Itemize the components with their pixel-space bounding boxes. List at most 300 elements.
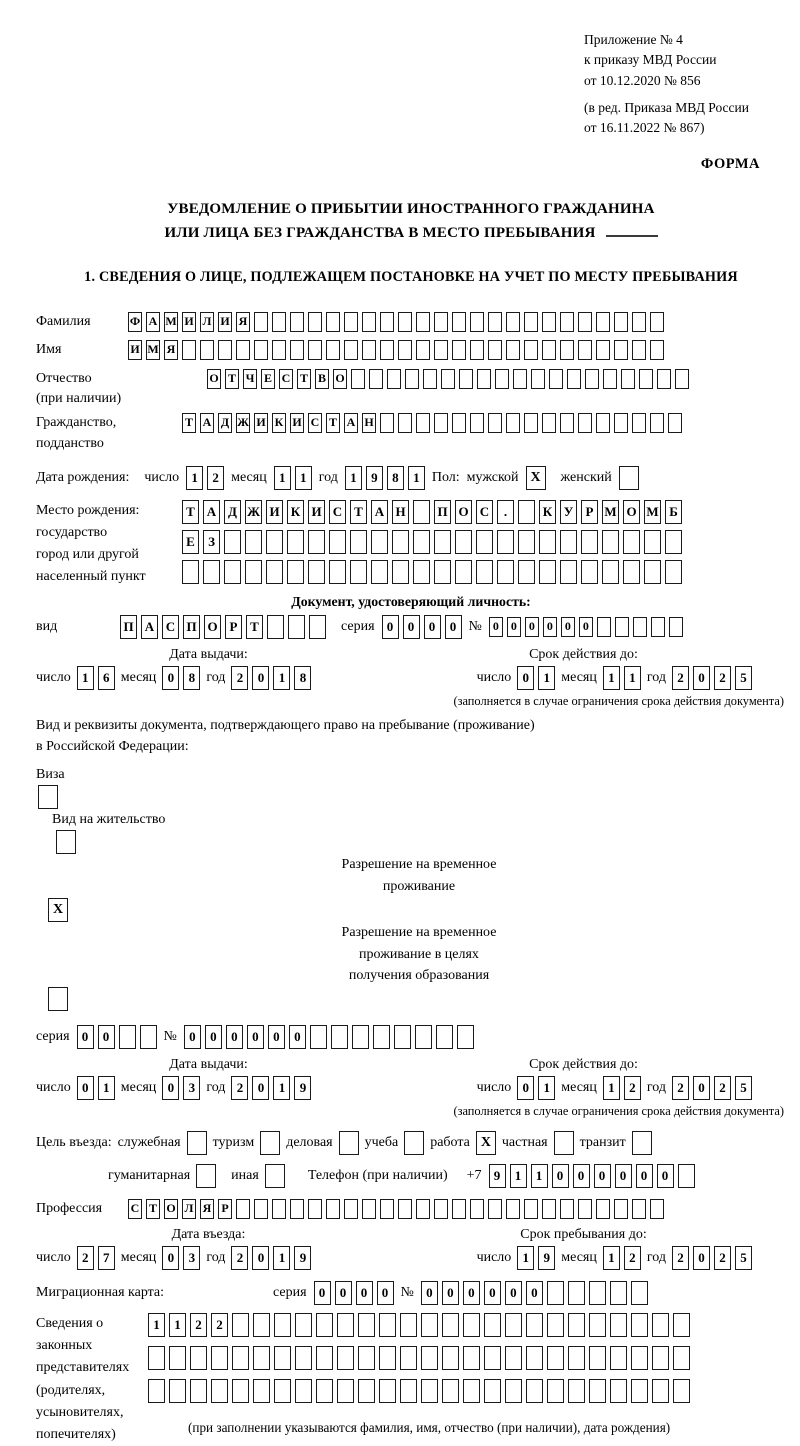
char-cell[interactable] (542, 1199, 556, 1219)
char-cell[interactable]: 2 (714, 1246, 731, 1270)
char-cell[interactable] (358, 1379, 375, 1403)
char-cell[interactable] (316, 1379, 333, 1403)
char-cell[interactable]: И (218, 312, 232, 332)
char-cell[interactable] (675, 369, 689, 389)
char-cell[interactable]: Т (326, 413, 340, 433)
char-cell[interactable]: О (204, 615, 221, 639)
char-cell[interactable]: К (287, 500, 304, 524)
char-cell[interactable] (253, 1346, 270, 1370)
char-cell[interactable] (665, 560, 682, 584)
char-cell[interactable]: 2 (672, 1246, 689, 1270)
char-cell[interactable] (526, 1346, 543, 1370)
char-cell[interactable]: 0 (525, 617, 539, 637)
char-cell[interactable] (203, 560, 220, 584)
char-cell[interactable]: Т (350, 500, 367, 524)
char-cell[interactable]: Д (218, 413, 232, 433)
char-cell[interactable]: 2 (211, 1313, 228, 1337)
char-cell[interactable] (506, 340, 520, 360)
char-cell[interactable]: А (203, 500, 220, 524)
char-cell[interactable]: X (48, 898, 68, 922)
char-cell[interactable] (560, 560, 577, 584)
char-cell[interactable] (506, 312, 520, 332)
char-cell[interactable] (211, 1346, 228, 1370)
char-cell[interactable] (416, 312, 430, 332)
char-cell[interactable] (470, 413, 484, 433)
char-cell[interactable] (614, 413, 628, 433)
char-cell[interactable] (463, 1346, 480, 1370)
char-cell[interactable] (488, 1199, 502, 1219)
char-cell[interactable] (610, 1346, 627, 1370)
char-cell[interactable]: 1 (169, 1313, 186, 1337)
char-cell[interactable]: 0 (424, 615, 441, 639)
char-cell[interactable] (567, 369, 581, 389)
char-cell[interactable]: П (183, 615, 200, 639)
char-cell[interactable] (539, 560, 556, 584)
char-cell[interactable] (398, 1199, 412, 1219)
char-cell[interactable] (362, 312, 376, 332)
char-cell[interactable] (337, 1313, 354, 1337)
char-cell[interactable] (524, 312, 538, 332)
char-cell[interactable] (497, 560, 514, 584)
char-cell[interactable] (652, 1379, 669, 1403)
char-cell[interactable]: 1 (603, 1076, 620, 1100)
char-cell[interactable] (603, 369, 617, 389)
char-cell[interactable]: 0 (693, 1246, 710, 1270)
char-cell[interactable]: 8 (294, 666, 311, 690)
char-cell[interactable]: 1 (345, 466, 362, 490)
char-cell[interactable]: А (344, 413, 358, 433)
char-cell[interactable]: Т (246, 615, 263, 639)
char-cell[interactable]: О (164, 1199, 178, 1219)
char-cell[interactable] (560, 312, 574, 332)
char-cell[interactable]: Л (182, 1199, 196, 1219)
char-cell[interactable]: С (329, 500, 346, 524)
char-cell[interactable] (631, 1281, 648, 1305)
char-cell[interactable] (260, 1131, 280, 1155)
char-cell[interactable]: С (128, 1199, 142, 1219)
char-cell[interactable] (400, 1313, 417, 1337)
char-cell[interactable] (632, 1199, 646, 1219)
char-cell[interactable]: 0 (517, 1076, 534, 1100)
char-cell[interactable] (531, 369, 545, 389)
char-cell[interactable]: 1 (538, 666, 555, 690)
char-cell[interactable]: Я (236, 312, 250, 332)
char-cell[interactable]: 2 (672, 666, 689, 690)
char-cell[interactable] (513, 369, 527, 389)
char-cell[interactable] (578, 340, 592, 360)
char-cell[interactable]: 0 (226, 1025, 243, 1049)
char-cell[interactable] (308, 340, 322, 360)
char-cell[interactable] (274, 1346, 291, 1370)
char-cell[interactable]: 0 (526, 1281, 543, 1305)
char-cell[interactable] (211, 1379, 228, 1403)
char-cell[interactable] (331, 1025, 348, 1049)
char-cell[interactable] (287, 560, 304, 584)
char-cell[interactable] (415, 1025, 432, 1049)
char-cell[interactable] (610, 1281, 627, 1305)
char-cell[interactable] (245, 560, 262, 584)
char-cell[interactable] (380, 1199, 394, 1219)
char-cell[interactable] (463, 1379, 480, 1403)
char-cell[interactable] (329, 530, 346, 554)
char-cell[interactable]: Т (182, 500, 199, 524)
char-cell[interactable] (436, 1025, 453, 1049)
char-cell[interactable] (476, 560, 493, 584)
char-cell[interactable] (380, 413, 394, 433)
char-cell[interactable] (148, 1379, 165, 1403)
char-cell[interactable] (421, 1313, 438, 1337)
char-cell[interactable] (295, 1313, 312, 1337)
char-cell[interactable] (344, 312, 358, 332)
char-cell[interactable] (267, 615, 284, 639)
char-cell[interactable] (452, 413, 466, 433)
char-cell[interactable] (434, 530, 451, 554)
char-cell[interactable]: К (272, 413, 286, 433)
char-cell[interactable] (596, 413, 610, 433)
char-cell[interactable]: 0 (543, 617, 557, 637)
char-cell[interactable] (581, 530, 598, 554)
char-cell[interactable] (236, 1199, 250, 1219)
char-cell[interactable] (190, 1379, 207, 1403)
char-cell[interactable] (339, 1131, 359, 1155)
char-cell[interactable] (196, 1164, 216, 1188)
char-cell[interactable]: 1 (510, 1164, 527, 1188)
char-cell[interactable] (542, 340, 556, 360)
char-cell[interactable] (484, 1379, 501, 1403)
char-cell[interactable] (232, 1379, 249, 1403)
char-cell[interactable] (488, 340, 502, 360)
char-cell[interactable]: . (497, 500, 514, 524)
char-cell[interactable]: 9 (538, 1246, 555, 1270)
char-cell[interactable]: Е (261, 369, 275, 389)
char-cell[interactable] (434, 413, 448, 433)
char-cell[interactable]: 0 (356, 1281, 373, 1305)
char-cell[interactable]: 3 (183, 1076, 200, 1100)
char-cell[interactable] (392, 560, 409, 584)
char-cell[interactable]: Л (200, 312, 214, 332)
char-cell[interactable] (673, 1313, 690, 1337)
char-cell[interactable]: 1 (98, 1076, 115, 1100)
char-cell[interactable] (631, 1379, 648, 1403)
char-cell[interactable] (274, 1379, 291, 1403)
char-cell[interactable]: 0 (489, 617, 503, 637)
char-cell[interactable]: Я (164, 340, 178, 360)
char-cell[interactable] (398, 312, 412, 332)
char-cell[interactable]: 0 (573, 1164, 590, 1188)
char-cell[interactable] (488, 312, 502, 332)
char-cell[interactable]: 1 (603, 1246, 620, 1270)
char-cell[interactable] (650, 340, 664, 360)
char-cell[interactable] (614, 340, 628, 360)
char-cell[interactable]: И (290, 413, 304, 433)
char-cell[interactable] (416, 1199, 430, 1219)
char-cell[interactable] (224, 560, 241, 584)
char-cell[interactable] (542, 413, 556, 433)
char-cell[interactable]: 0 (162, 1246, 179, 1270)
char-cell[interactable]: 0 (463, 1281, 480, 1305)
char-cell[interactable]: И (128, 340, 142, 360)
char-cell[interactable] (615, 617, 629, 637)
char-cell[interactable]: 0 (693, 1076, 710, 1100)
char-cell[interactable]: 0 (289, 1025, 306, 1049)
char-cell[interactable] (236, 340, 250, 360)
char-cell[interactable] (290, 1199, 304, 1219)
char-cell[interactable] (518, 530, 535, 554)
char-cell[interactable] (650, 1199, 664, 1219)
char-cell[interactable] (589, 1281, 606, 1305)
char-cell[interactable] (295, 1379, 312, 1403)
char-cell[interactable] (253, 1313, 270, 1337)
char-cell[interactable] (337, 1379, 354, 1403)
char-cell[interactable] (362, 340, 376, 360)
char-cell[interactable] (651, 617, 665, 637)
char-cell[interactable] (272, 312, 286, 332)
char-cell[interactable] (394, 1025, 411, 1049)
char-cell[interactable]: 1 (273, 1076, 290, 1100)
char-cell[interactable] (547, 1379, 564, 1403)
char-cell[interactable] (182, 560, 199, 584)
char-cell[interactable] (48, 987, 68, 1011)
char-cell[interactable] (308, 312, 322, 332)
char-cell[interactable] (568, 1346, 585, 1370)
char-cell[interactable] (421, 1379, 438, 1403)
char-cell[interactable] (596, 1199, 610, 1219)
char-cell[interactable] (38, 785, 58, 809)
char-cell[interactable]: 0 (382, 615, 399, 639)
char-cell[interactable]: 0 (314, 1281, 331, 1305)
char-cell[interactable]: Е (182, 530, 199, 554)
char-cell[interactable]: 6 (98, 666, 115, 690)
char-cell[interactable]: 2 (231, 1076, 248, 1100)
char-cell[interactable] (254, 340, 268, 360)
char-cell[interactable] (505, 1346, 522, 1370)
char-cell[interactable] (484, 1346, 501, 1370)
char-cell[interactable] (632, 1131, 652, 1155)
char-cell[interactable] (351, 369, 365, 389)
char-cell[interactable]: 0 (445, 615, 462, 639)
char-cell[interactable]: 0 (252, 666, 269, 690)
char-cell[interactable] (652, 1313, 669, 1337)
char-cell[interactable] (413, 530, 430, 554)
char-cell[interactable] (549, 369, 563, 389)
char-cell[interactable]: О (207, 369, 221, 389)
char-cell[interactable] (619, 466, 639, 490)
char-cell[interactable] (387, 369, 401, 389)
char-cell[interactable]: М (602, 500, 619, 524)
char-cell[interactable]: Т (297, 369, 311, 389)
char-cell[interactable] (476, 530, 493, 554)
char-cell[interactable]: Т (225, 369, 239, 389)
char-cell[interactable] (650, 413, 664, 433)
char-cell[interactable] (542, 312, 556, 332)
char-cell[interactable] (266, 560, 283, 584)
char-cell[interactable] (518, 560, 535, 584)
char-cell[interactable] (316, 1313, 333, 1337)
char-cell[interactable] (169, 1379, 186, 1403)
char-cell[interactable]: Н (362, 413, 376, 433)
char-cell[interactable]: А (141, 615, 158, 639)
char-cell[interactable]: 0 (268, 1025, 285, 1049)
char-cell[interactable] (308, 1199, 322, 1219)
char-cell[interactable] (326, 312, 340, 332)
char-cell[interactable]: 0 (252, 1076, 269, 1100)
char-cell[interactable] (200, 340, 214, 360)
char-cell[interactable]: С (308, 413, 322, 433)
char-cell[interactable]: 0 (579, 617, 593, 637)
char-cell[interactable] (632, 340, 646, 360)
char-cell[interactable] (470, 340, 484, 360)
char-cell[interactable] (455, 560, 472, 584)
char-cell[interactable] (539, 530, 556, 554)
char-cell[interactable]: 1 (408, 466, 425, 490)
char-cell[interactable] (404, 1131, 424, 1155)
char-cell[interactable]: 5 (735, 1076, 752, 1100)
char-cell[interactable]: 2 (190, 1313, 207, 1337)
char-cell[interactable] (405, 369, 419, 389)
char-cell[interactable] (633, 617, 647, 637)
char-cell[interactable] (547, 1313, 564, 1337)
char-cell[interactable]: И (308, 500, 325, 524)
char-cell[interactable] (455, 530, 472, 554)
char-cell[interactable]: 1 (274, 466, 291, 490)
char-cell[interactable] (669, 617, 683, 637)
char-cell[interactable] (371, 560, 388, 584)
char-cell[interactable] (581, 560, 598, 584)
char-cell[interactable] (578, 413, 592, 433)
char-cell[interactable] (506, 413, 520, 433)
char-cell[interactable] (589, 1379, 606, 1403)
char-cell[interactable] (392, 530, 409, 554)
char-cell[interactable]: 1 (148, 1313, 165, 1337)
char-cell[interactable]: 7 (98, 1246, 115, 1270)
char-cell[interactable]: Т (146, 1199, 160, 1219)
char-cell[interactable]: 0 (162, 666, 179, 690)
char-cell[interactable]: К (539, 500, 556, 524)
char-cell[interactable] (232, 1313, 249, 1337)
char-cell[interactable] (497, 530, 514, 554)
char-cell[interactable] (308, 530, 325, 554)
char-cell[interactable]: 0 (484, 1281, 501, 1305)
char-cell[interactable] (457, 1025, 474, 1049)
char-cell[interactable] (434, 1199, 448, 1219)
char-cell[interactable]: С (476, 500, 493, 524)
char-cell[interactable]: 2 (714, 666, 731, 690)
char-cell[interactable] (413, 560, 430, 584)
char-cell[interactable] (400, 1379, 417, 1403)
char-cell[interactable] (488, 413, 502, 433)
char-cell[interactable]: Ж (245, 500, 262, 524)
char-cell[interactable] (505, 1313, 522, 1337)
char-cell[interactable] (308, 560, 325, 584)
char-cell[interactable] (290, 340, 304, 360)
char-cell[interactable]: А (146, 312, 160, 332)
char-cell[interactable]: У (560, 500, 577, 524)
char-cell[interactable] (644, 530, 661, 554)
char-cell[interactable] (657, 369, 671, 389)
char-cell[interactable] (568, 1313, 585, 1337)
char-cell[interactable] (398, 340, 412, 360)
char-cell[interactable]: И (266, 500, 283, 524)
char-cell[interactable] (668, 413, 682, 433)
char-cell[interactable]: 0 (205, 1025, 222, 1049)
char-cell[interactable] (434, 560, 451, 584)
char-cell[interactable]: 2 (624, 1246, 641, 1270)
char-cell[interactable]: 0 (252, 1246, 269, 1270)
char-cell[interactable] (379, 1313, 396, 1337)
char-cell[interactable]: И (254, 413, 268, 433)
char-cell[interactable] (358, 1346, 375, 1370)
char-cell[interactable]: 2 (714, 1076, 731, 1100)
char-cell[interactable]: 9 (489, 1164, 506, 1188)
char-cell[interactable]: С (162, 615, 179, 639)
char-cell[interactable]: Т (182, 413, 196, 433)
char-cell[interactable] (560, 530, 577, 554)
char-cell[interactable] (644, 560, 661, 584)
char-cell[interactable] (623, 560, 640, 584)
char-cell[interactable] (379, 1379, 396, 1403)
char-cell[interactable] (459, 369, 473, 389)
char-cell[interactable]: 1 (538, 1076, 555, 1100)
char-cell[interactable] (350, 530, 367, 554)
char-cell[interactable]: 1 (531, 1164, 548, 1188)
char-cell[interactable] (380, 340, 394, 360)
char-cell[interactable] (413, 500, 430, 524)
char-cell[interactable]: О (333, 369, 347, 389)
char-cell[interactable]: X (526, 466, 546, 490)
char-cell[interactable] (421, 1346, 438, 1370)
char-cell[interactable] (362, 1199, 376, 1219)
char-cell[interactable]: 1 (273, 1246, 290, 1270)
char-cell[interactable] (272, 340, 286, 360)
char-cell[interactable]: 0 (421, 1281, 438, 1305)
char-cell[interactable]: 2 (207, 466, 224, 490)
char-cell[interactable] (316, 1346, 333, 1370)
char-cell[interactable]: 0 (377, 1281, 394, 1305)
char-cell[interactable]: 0 (442, 1281, 459, 1305)
char-cell[interactable]: 2 (231, 666, 248, 690)
char-cell[interactable]: 3 (183, 1246, 200, 1270)
char-cell[interactable]: 0 (162, 1076, 179, 1100)
char-cell[interactable]: 2 (672, 1076, 689, 1100)
char-cell[interactable]: 9 (294, 1246, 311, 1270)
char-cell[interactable] (442, 1346, 459, 1370)
char-cell[interactable] (310, 1025, 327, 1049)
char-cell[interactable] (326, 340, 340, 360)
char-cell[interactable]: Р (581, 500, 598, 524)
char-cell[interactable] (452, 340, 466, 360)
char-cell[interactable] (506, 1199, 520, 1219)
char-cell[interactable] (560, 340, 574, 360)
char-cell[interactable] (673, 1346, 690, 1370)
char-cell[interactable]: 0 (403, 615, 420, 639)
char-cell[interactable]: 1 (624, 666, 641, 690)
char-cell[interactable]: 1 (186, 466, 203, 490)
char-cell[interactable]: 0 (98, 1025, 115, 1049)
char-cell[interactable] (350, 560, 367, 584)
char-cell[interactable]: Р (225, 615, 242, 639)
char-cell[interactable]: М (164, 312, 178, 332)
char-cell[interactable] (610, 1379, 627, 1403)
char-cell[interactable]: 8 (387, 466, 404, 490)
char-cell[interactable] (288, 615, 305, 639)
char-cell[interactable] (423, 369, 437, 389)
char-cell[interactable] (337, 1346, 354, 1370)
char-cell[interactable]: 1 (603, 666, 620, 690)
char-cell[interactable]: 0 (507, 617, 521, 637)
char-cell[interactable] (631, 1313, 648, 1337)
char-cell[interactable] (266, 530, 283, 554)
char-cell[interactable]: 0 (615, 1164, 632, 1188)
